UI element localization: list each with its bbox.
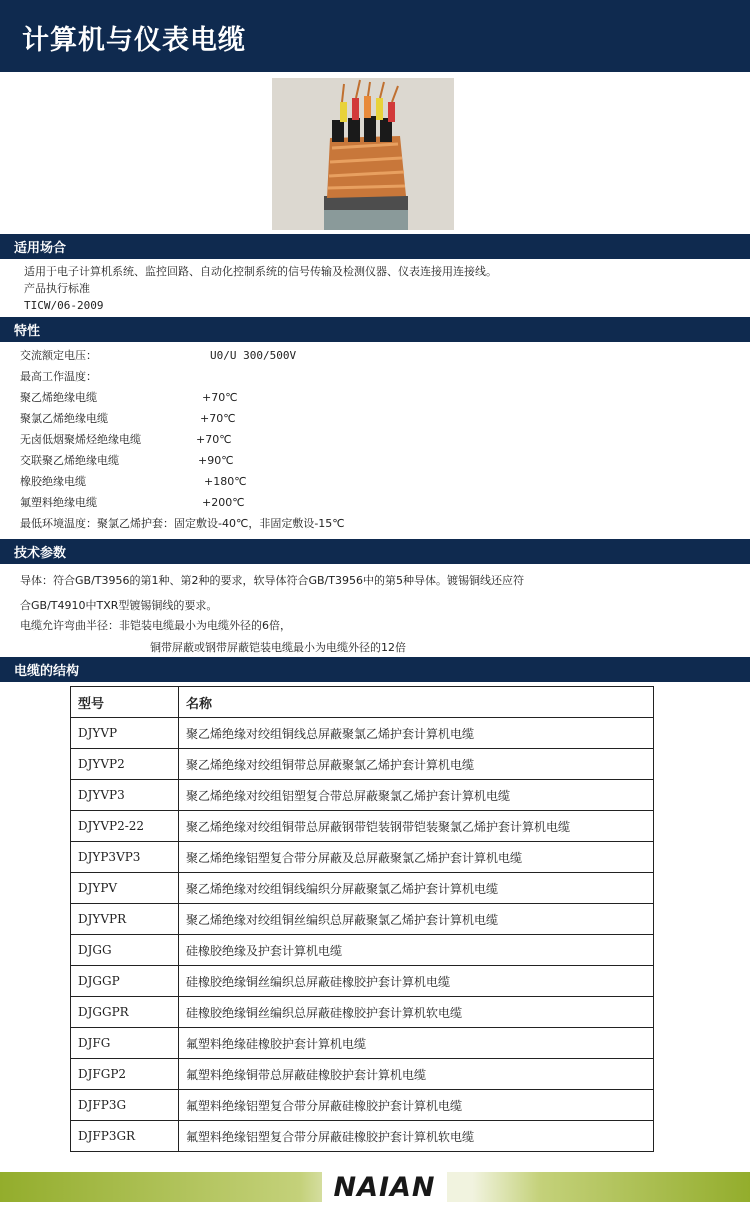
standard-label: 产品执行标准 xyxy=(24,282,90,295)
model-cell: DJYVPR xyxy=(71,904,179,935)
model-cell: DJYVP2-22 xyxy=(71,811,179,842)
model-cell: DJFG xyxy=(71,1028,179,1059)
section-title: 电缆的结构 xyxy=(14,664,80,679)
temp-item-label: 无卤低烟聚烯烃绝缘电缆 xyxy=(20,433,141,446)
technical-text: 电缆允许弯曲半径：非铠装电缆最小为电缆外径的6倍， xyxy=(20,619,291,632)
max-temp-label: 最高工作温度： xyxy=(20,370,97,383)
temp-item-value: +90℃ xyxy=(198,454,234,467)
page-title: 计算机与仪表电缆 xyxy=(22,25,246,56)
technical-text: 铜带屏蔽或钢带屏蔽铠装电缆最小为电缆外径的12倍 xyxy=(150,641,406,654)
model-cell: DJGGP xyxy=(71,966,179,997)
temp-item-value: +180℃ xyxy=(204,475,247,488)
temp-item-label: 聚乙烯绝缘电缆 xyxy=(20,391,97,404)
temp-item-value: +70℃ xyxy=(200,412,236,425)
table-row xyxy=(71,1028,654,1059)
table-row xyxy=(71,1059,654,1090)
table-row xyxy=(71,811,654,842)
name-cell: 硅橡胶绝缘铜丝编织总屏蔽硅橡胶护套计算机软电缆 xyxy=(179,997,654,1028)
name-cell: 聚乙烯绝缘对绞组铜带总屏蔽钢带铠装钢带铠装聚氯乙烯护套计算机电缆 xyxy=(179,811,654,842)
technical-text: 导体：符合GB/T3956的第1种、第2种的要求，软导体符合GB/T3956中的第5种导体。镀锡铜线还应符 xyxy=(20,574,524,587)
model-cell: DJYVP3 xyxy=(71,780,179,811)
model-cell: DJYVP xyxy=(71,718,179,749)
header-name: 名称 xyxy=(179,687,654,718)
table-row xyxy=(71,873,654,904)
model-cell: DJYVP2 xyxy=(71,749,179,780)
name-cell: 氟塑料绝缘铝塑复合带分屏蔽硅橡胶护套计算机电缆 xyxy=(179,1090,654,1121)
name-cell: 聚乙烯绝缘对绞组铜丝编织总屏蔽聚氯乙烯护套计算机电缆 xyxy=(179,904,654,935)
temp-item-value: +70℃ xyxy=(202,391,238,404)
section-title: 特性 xyxy=(14,324,41,339)
temp-item-label: 橡胶绝缘电缆 xyxy=(20,475,86,488)
voltage-value: U0/U 300/500V xyxy=(210,349,297,362)
section-characteristics xyxy=(0,317,750,342)
application-text: 适用于电子计算机系统、监控回路、自动化控制系统的信号传输及检测仪器、仪表连接用连接线。 xyxy=(24,265,497,278)
cable-photo xyxy=(272,78,454,230)
brand-logo xyxy=(322,1168,447,1206)
model-cell: DJFP3G xyxy=(71,1090,179,1121)
table-row xyxy=(71,1090,654,1121)
model-cell: DJYP3VP3 xyxy=(71,842,179,873)
temp-item-label: 氟塑料绝缘电缆 xyxy=(20,496,97,509)
table-row xyxy=(71,1121,654,1152)
table-row xyxy=(71,966,654,997)
table-row xyxy=(71,935,654,966)
voltage-label: 交流额定电压： xyxy=(20,349,97,362)
table-header-row xyxy=(71,687,654,718)
temp-item-label: 聚氯乙烯绝缘电缆 xyxy=(20,412,108,425)
model-cell: DJFGP2 xyxy=(71,1059,179,1090)
logo-text: NAIAN xyxy=(333,1172,436,1203)
name-cell: 聚乙烯绝缘对绞组铜带总屏蔽聚氯乙烯护套计算机电缆 xyxy=(179,749,654,780)
section-title: 适用场合 xyxy=(14,241,67,256)
name-cell: 硅橡胶绝缘及护套计算机电缆 xyxy=(179,935,654,966)
table-row xyxy=(71,780,654,811)
name-cell: 硅橡胶绝缘铜丝编织总屏蔽硅橡胶护套计算机电缆 xyxy=(179,966,654,997)
model-cell: DJFP3GR xyxy=(71,1121,179,1152)
temp-item-value: +200℃ xyxy=(202,496,245,509)
min-env-text: 最低环境温度：聚氯乙烯护套：固定敷设-40℃，非固定敷设-15℃ xyxy=(20,517,345,530)
name-cell: 聚乙烯绝缘铝塑复合带分屏蔽及总屏蔽聚氯乙烯护套计算机电缆 xyxy=(179,842,654,873)
temp-item-label: 交联聚乙烯绝缘电缆 xyxy=(20,454,119,467)
name-cell: 氟塑料绝缘硅橡胶护套计算机电缆 xyxy=(179,1028,654,1059)
title-bar xyxy=(0,0,750,72)
table-row xyxy=(71,997,654,1028)
table-row xyxy=(71,842,654,873)
cable-structure-table xyxy=(70,686,654,1152)
name-cell: 聚乙烯绝缘对绞组铜线编织分屏蔽聚氯乙烯护套计算机电缆 xyxy=(179,873,654,904)
name-cell: 聚乙烯绝缘对绞组铝塑复合带总屏蔽聚氯乙烯护套计算机电缆 xyxy=(179,780,654,811)
table-row xyxy=(71,749,654,780)
technical-text: 合GB/T4910中TXR型镀锡铜线的要求。 xyxy=(20,599,218,612)
model-cell: DJYPV xyxy=(71,873,179,904)
name-cell: 氟塑料绝缘铝塑复合带分屏蔽硅橡胶护套计算机软电缆 xyxy=(179,1121,654,1152)
header-model: 型号 xyxy=(71,687,179,718)
table-row xyxy=(71,718,654,749)
model-cell: DJGG xyxy=(71,935,179,966)
temp-item-value: +70℃ xyxy=(196,433,232,446)
section-technical xyxy=(0,539,750,564)
standard-value: TICW/06-2009 xyxy=(24,299,104,312)
section-title: 技术参数 xyxy=(14,546,67,561)
name-cell: 聚乙烯绝缘对绞组铜线总屏蔽聚氯乙烯护套计算机电缆 xyxy=(179,718,654,749)
name-cell: 氟塑料绝缘铜带总屏蔽硅橡胶护套计算机电缆 xyxy=(179,1059,654,1090)
table-row xyxy=(71,904,654,935)
model-cell: DJGGPR xyxy=(71,997,179,1028)
section-application xyxy=(0,234,750,259)
cable-photo-graphic xyxy=(272,78,454,230)
section-structure xyxy=(0,657,750,682)
